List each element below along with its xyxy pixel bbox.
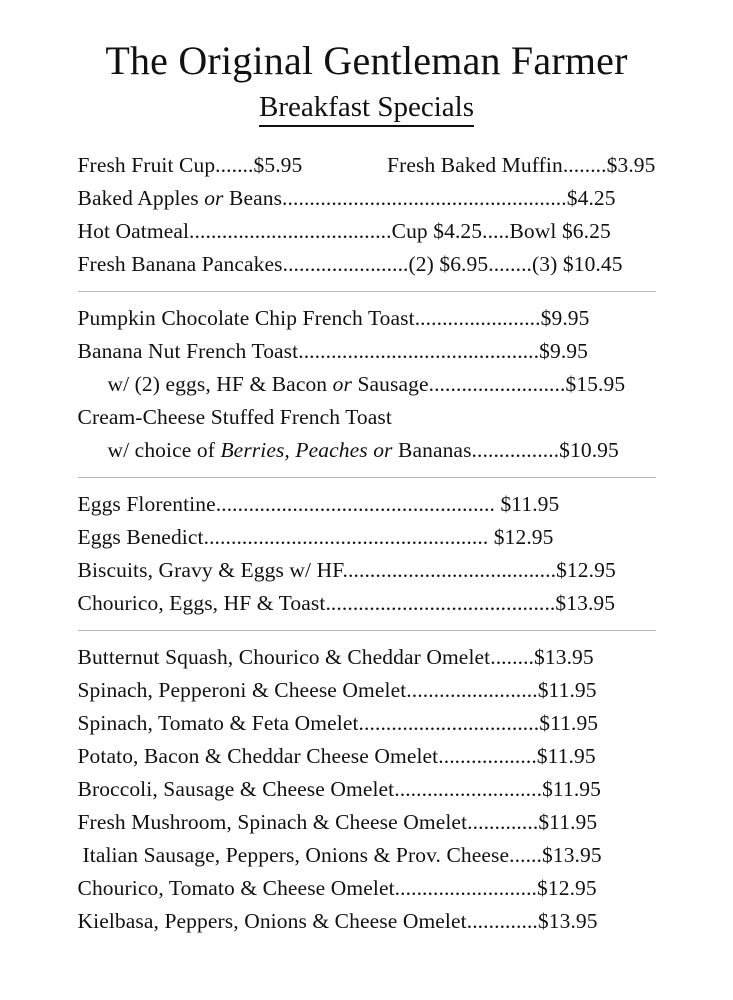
menu-item: Fresh Mushroom, Spinach & Cheese Omelet.............$11.95 xyxy=(77,809,598,834)
menu-item: Chourico, Tomato & Cheese Omelet..........................$12.95 xyxy=(77,875,597,900)
menu-subtitle: Breakfast Specials xyxy=(259,92,474,127)
menu-item: Pumpkin Chocolate Chip French Toast.......................$9.95 xyxy=(77,305,590,330)
menu-section-omelets xyxy=(78,630,656,938)
menu-item: Spinach, Pepperoni & Cheese Omelet........................$11.95 xyxy=(77,677,597,702)
menu-item: Hot Oatmeal.....................................Cup $4.25.....Bowl $6.25 xyxy=(77,218,611,243)
menu-item: Butternut Squash, Chourico & Cheddar Omelet........$13.95 xyxy=(77,644,594,669)
menu-item: Broccoli, Sausage & Cheese Omelet...........................$11.95 xyxy=(77,776,602,801)
menu-item: w/ choice of Berries, Peaches or Bananas................$10.95 xyxy=(107,437,619,462)
menu-item: Kielbasa, Peppers, Onions & Cheese Omelet.............$13.95 xyxy=(77,908,598,933)
menu-item: Fresh Banana Pancakes.......................(2) $6.95........(3) $10.45 xyxy=(77,251,623,276)
menu-item: Biscuits, Gravy & Eggs w/ HF.......................................$12.95 xyxy=(77,557,616,582)
menu-section-starters xyxy=(78,149,656,281)
menu-item: Italian Sausage, Peppers, Onions & Prov. Cheese......$13.95 xyxy=(82,842,602,867)
menu-item: Banana Nut French Toast............................................$9.95 xyxy=(77,338,588,363)
page-title: The Original Gentleman Farmer xyxy=(105,38,628,83)
menu-section-french-toast xyxy=(78,291,656,467)
menu-item: Potato, Bacon & Cheddar Cheese Omelet..................$11.95 xyxy=(77,743,596,768)
menu-item: Cream-Cheese Stuffed French Toast xyxy=(77,404,392,429)
menu-item: Eggs Florentine................................................... $11.95 xyxy=(77,491,560,516)
menu-item: Eggs Benedict.................................................... $12.95 xyxy=(77,524,554,549)
menu-header xyxy=(0,0,733,127)
menu-subtitle-container xyxy=(0,92,733,127)
menu-item: w/ (2) eggs, HF & Bacon or Sausage.........................$15.95 xyxy=(107,371,626,396)
menu-item: Fresh Fruit Cup.......$5.95 xyxy=(77,152,303,177)
menu-item: Fresh Baked Muffin........$3.95 xyxy=(387,152,656,177)
menu-sections xyxy=(78,127,656,938)
menu-item: Spinach, Tomato & Feta Omelet.................................$11.95 xyxy=(77,710,599,735)
menu-item: Chourico, Eggs, HF & Toast..........................................$13.95 xyxy=(77,590,616,615)
menu-item-row xyxy=(78,149,656,182)
menu-section-eggs xyxy=(78,477,656,620)
menu-item: Baked Apples or Beans....................................................$4.25 xyxy=(77,185,616,210)
